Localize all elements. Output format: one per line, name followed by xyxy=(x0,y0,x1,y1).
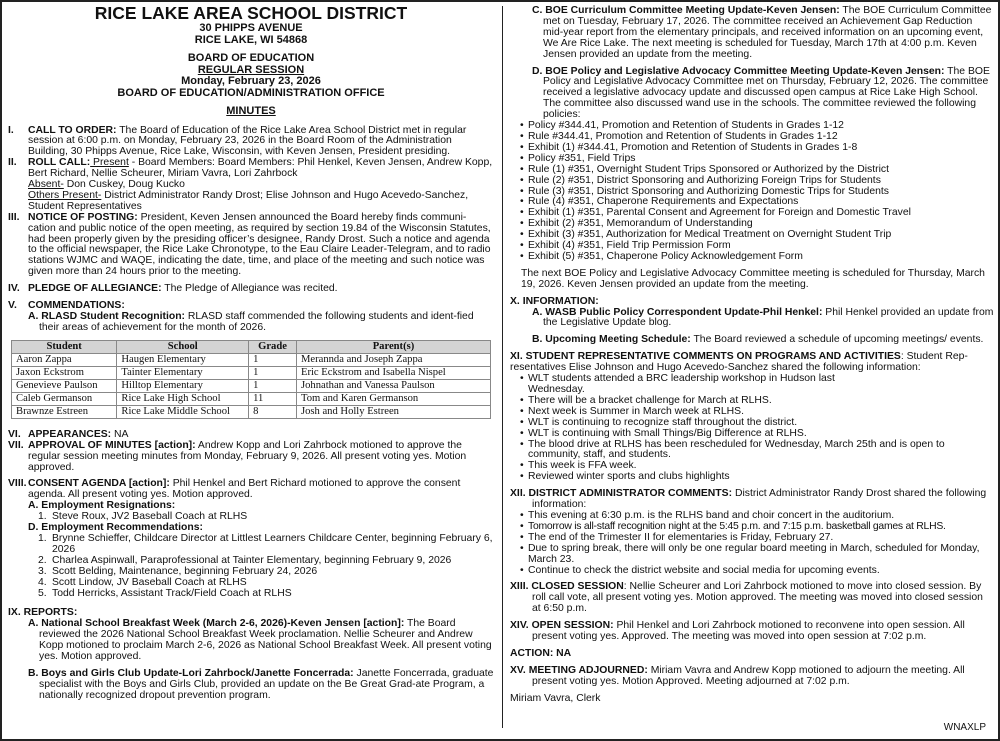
list-item: • Tomorrow is all-staff recognition night at the 5:45 p.m. and 7:15 p.m. basketball games at RLHS. xyxy=(520,522,994,533)
section-title: NOTICE OF POSTING: xyxy=(28,211,138,223)
table-row: Brawnze Estreen Rice Lake Middle School 8 Josh and Holly Estreen xyxy=(12,405,491,418)
document-header xyxy=(8,4,494,118)
list-item: • Rule (2) #351, District Sponsoring and Authorizing Foreign Trips for Students xyxy=(520,176,994,187)
right-column xyxy=(510,2,994,705)
section-information: X. INFORMATION: A. WASB Public Policy Correspondent Update-Phil Henkel: Phil Henkel provided an update from the Legislative Update blog. B. Upcoming Meeting Schedule: The Board reviewed a schedule of upcoming meetings/ events. xyxy=(510,295,994,346)
section-title: STUDENT REPRESENTATIVE COMMENTS ON PROGRAMS AND ACTIVITIES xyxy=(525,351,901,363)
list-item: • The end of the Trimester II for elementaries is Friday, February 27. xyxy=(520,533,994,544)
list-item: • Exhibit (2) #351, Memorandum of Understanding xyxy=(520,219,994,230)
column-header: School xyxy=(117,340,249,353)
column-header: Student xyxy=(12,340,117,353)
list-item: 4. Scott Lindow, JV Baseball Coach at RLHS xyxy=(38,576,247,588)
list-item: • Rule #344.41, Promotion and Retention of Students in Grades 1-12 xyxy=(520,132,994,143)
list-item: 2. Charlea Aspinwall, Paraprofessional at Tainter Elementary, beginning February 9, 2026 xyxy=(38,554,452,566)
section-open-session: XIV. OPEN SESSION: Phil Henkel and Lori Zahrbock motioned to reconvene into open session. All present voting yes. Approved. The meeting was moved into open session at 7:02 p.m. xyxy=(510,620,965,643)
list-item: 1. Steve Roux, JV2 Baseball Coach at RLHS xyxy=(38,511,248,523)
section-title: COMMENDATIONS: xyxy=(28,300,125,312)
section-closed-session: XIII. CLOSED SESSION: Nellie Scheurer and Lori Zahrbock motioned to move into closed session. By roll call vote, all present voting yes. Motion approved. The meeting was moved into closed session at 6:50 p.m. xyxy=(510,581,983,615)
table-header-row xyxy=(12,340,491,353)
city-address: RICE LAKE, WI 54868 xyxy=(194,33,308,46)
section-title: INFORMATION: xyxy=(522,295,599,307)
list-item: • Policy #351, Field Trips xyxy=(520,154,994,165)
list-item: • Continue to check the district website and social media for upcoming events. xyxy=(520,566,994,577)
section-commendations: V. COMMENDATIONS: A. RLASD Student Recognition: RLASD staff commended the following students and ident-fied their areas of achievement for the month of 2026. xyxy=(8,300,474,333)
street-address: 30 PHIPPS AVENUE xyxy=(199,22,303,34)
list-item: • This evening at 6:30 p.m. is the RLHS band and choir concert in the auditorium. xyxy=(520,511,994,522)
section-title: CLOSED SESSION xyxy=(531,581,624,593)
section-pledge: IV. PLEDGE OF ALLEGIANCE: The Pledge of Allegiance was recited. xyxy=(8,283,338,295)
column-header: Parent(s) xyxy=(296,340,490,353)
board-title: BOARD OF EDUCATION xyxy=(187,52,315,64)
list-item: 1. Brynne Schieffer, Childcare Director at Littlest Learners Childcare Center, beginning February 6, 2026 xyxy=(38,532,493,555)
section-title: CALL TO ORDER: xyxy=(28,124,117,136)
column-header: Grade xyxy=(249,340,297,353)
list-item: • Reviewed winter sports and clubs highlights xyxy=(520,472,994,483)
section-title: ROLL CALL xyxy=(28,157,87,169)
list-item: • Exhibit (4) #351, Field Trip Permission Form xyxy=(520,241,994,252)
list-item: • WLT is continuing with Small Things/Big Difference at RLHS. xyxy=(520,429,994,440)
section-consent-agenda: VIII. CONSENT AGENDA [action]: Phil Henkel and Bert Richard motioned to approve the consent agenda. All present voting yes. Motion approved. A. Employment Resignations: 1. Steve Roux, JV2 Baseball Coach at RLHS D. Employment Recommendations: 1. Brynne Schieffer, Childcare Director at Littlest Learners Childcare Center, beginning February 6, 2026 2. Charlea Aspinwall, Paraprofessional at Tainter Elementary, beginning February 9, 2026 3. Scott Belding, Maintenance, beginning February 24, 2026 4. Scott Lindow, JV Baseball Coach at RLHS 5. Todd Herricks, Assistant Track/Field Coach at RLHS xyxy=(8,478,493,599)
section-title: REPORTS: xyxy=(23,607,78,619)
section-title: APPEARANCES: xyxy=(28,428,112,440)
report-policy-committee: D. BOE Policy and Legislative Advocacy Committee Meeting Update-Keven Jensen: The BOE Policy and Legislative Advocacy Committee met on Thursday, February 12, 2026. The committee received a legislative advocacy update and discussed open campus at Rice Lake High School. The committee also discussed wand use in the schools. The committee reviewed the following policies: xyxy=(532,65,990,121)
list-item: 5. Todd Herricks, Assistant Track/Field Coach at RLHS xyxy=(38,587,292,599)
section-appearances: VI. APPEARANCES: NA xyxy=(8,428,129,440)
minutes-title: MINUTES xyxy=(226,105,276,117)
list-item: • This week is FFA week. xyxy=(520,461,994,472)
section-title: DISTRICT ADMINISTRATOR COMMENTS: xyxy=(528,488,733,500)
section-title: MEETING ADJOURNED: xyxy=(528,664,648,676)
section-notice-of-posting: III. NOTICE OF POSTING: President, Keven Jensen announced the Board hereby finds communi-cation and public notice of the open meeting, as required by section 19.84 of the Wisconsin Statutes, had been properly given by the presiding officer’s designee, Randy Drost. Such a notice and agenda to the official newspaper, the Rice Lake Chronotype, to the Eau Claire Leader-Telegram, and to radio stations WJMC and WAQE, indicating the date, time, and place of the meeting and such notice was given more than 24 hours prior to the meeting. xyxy=(8,211,491,278)
list-item: • Exhibit (1) #344.41, Promotion and Retention of Students in Grades 1-8 xyxy=(520,143,994,154)
clerk-signature: Miriam Vavra, Clerk xyxy=(510,692,601,704)
list-item: • Rule (1) #351, Overnight Student Trips Sponsored or Authorized by the District xyxy=(520,165,994,176)
student-recognition-table xyxy=(11,340,491,419)
action-line: ACTION: NA xyxy=(510,647,572,659)
table-row: Caleb Germanson Rice Lake High School 11 Tom and Karen Germanson xyxy=(12,392,491,405)
list-item: • WLT is continuing to recognize staff throughout the district. xyxy=(520,418,994,429)
section-administrator-comments: XII. DISTRICT ADMINISTRATOR COMMENTS: District Administrator Randy Drost shared the following information: xyxy=(510,488,987,511)
report-curriculum-committee: C. BOE Curriculum Committee Meeting Update-Keven Jensen: The BOE Curriculum Committee met on Tuesday, February 17, 2026. The committee received an Achievement Gap Reduction mid-year report from the elementary principals, and received information on an upcoming event, We Are Rice Lake. The next meeting is scheduled for Tuesday, March 17th at 4:00 p.m. Keven Jensen provided an update from the meeting. xyxy=(532,5,992,60)
list-item: • Exhibit (5) #351, Chaperone Policy Acknowledgement Form xyxy=(520,252,994,263)
section-title: PLEDGE OF ALLEGIANCE: xyxy=(28,283,162,295)
list-item: • Rule (3) #351, District Sponsoring and Authorizing Domestic Trips for Students xyxy=(520,187,994,198)
section-student-comments: XI. STUDENT REPRESENTATIVE COMMENTS ON PROGRAMS AND ACTIVITIES: Student Rep-resentatives Elise Johnson and Hugo Acevedo-Sanchez shared the following information: • WLT students attended a BRC leadership workshop in Hudson last Wednesday. • There will be a bracket challenge for March at RLHS. • Next week is Summer in March week at RLHS. • WLT is continuing to recognize staff throughout the district. • WLT is continuing with Small Things/Big Difference at RLHS. • The blood drive at RLHS has been rescheduled for Wednesday, March 25th and is open to community, staff, and students. • This week is FFA week. • Reviewed winter sports and clubs highlights xyxy=(510,352,994,483)
section-approval-of-minutes: VII. APPROVAL OF MINUTES [action]: Andrew Kopp and Lori Zahrbock motioned to approve the regular session meeting minutes from Monday, February 9, 2026. All present voting yes. Motion approved. xyxy=(8,439,467,473)
list-item: • Rule (4) #351, Chaperone Requirements and Expectations xyxy=(520,197,994,208)
section-title: CONSENT AGENDA [action]: xyxy=(28,478,170,490)
list-item: • Exhibit (1) #351, Parental Consent and Agreement for Foreign and Domestic Travel xyxy=(520,208,994,219)
session-title: REGULAR SESSION xyxy=(197,63,305,76)
section-meeting-adjourned: XV. MEETING ADJOURNED: Miriam Vavra and Andrew Kopp motioned to adjourn the meeting. All present voting yes. Motion Approved. Meeting adjourned at 7:02 p.m. xyxy=(510,664,965,687)
left-column xyxy=(8,2,494,702)
footer-code: WNAXLP xyxy=(943,722,986,733)
section-reports: IX. REPORTS: A. National School Breakfast Week (March 2-6, 2026)-Keven Jensen [action]: The Board reviewed the 2026 National School Breakfast Week proclamation. Nellie Scheurer and Andrew Kopp motioned to proclaim March 2-6, 2026 as National School Breakfast Week. All present voting yes. Motion approved. B. Boys and Girls Club Update-Lori Zahrbock/Janette Foncerrada: Janette Foncerrada, graduate specialist with the Boys and Girls Club, provided an update on the Be Great Grad-ate Program, a nationally recognized dropout prevention program. xyxy=(8,607,494,701)
section-call-to-order: I. CALL TO ORDER: The Board of Education of the Rice Lake Area School District met in regular session at 6:00 p.m. on Monday, February 23, 2026 in the Board Room of the Administration Building, 30 Phipps Avenue, Rice Lake, Wisconsin, with Keven Jensen, President presiding. xyxy=(8,124,467,158)
list-item: • Policy #344.41, Promotion and Retention of Students in Grades 1-12 xyxy=(520,121,994,132)
policy-next-meeting: The next BOE Policy and Legislative Advocacy Committee meeting is scheduled for Thursday, March 19, 2026. Keven Jensen provided an update from the meeting. xyxy=(521,267,985,290)
district-name: RICE LAKE AREA SCHOOL DISTRICT xyxy=(94,3,408,23)
meeting-location: BOARD OF EDUCATION/ADMINISTRATION OFFICE xyxy=(117,86,385,99)
list-item: • The blood drive at RLHS has been rescheduled for Wednesday, March 25th and is open to community, staff, and students. xyxy=(520,440,994,462)
table-row: Jaxon Eckstrom Tainter Elementary 1 Eric Eckstrom and Isabella Nispel xyxy=(12,366,491,379)
list-item: • Next week is Summer in March week at RLHS. xyxy=(520,407,994,418)
table-row: Aaron Zappa Haugen Elementary 1 Merannda and Joseph Zappa xyxy=(12,353,491,366)
section-title: OPEN SESSION: xyxy=(531,620,614,632)
list-item: 3. Scott Belding, Maintenance, beginning February 24, 2026 xyxy=(38,565,318,577)
meeting-date: Monday, February 23, 2026 xyxy=(181,75,321,87)
section-roll-call: II. ROLL CALL: Present - Board Members: Board Members: Phil Henkel, Keven Jensen, Andrew Kopp, Bert Richard, Nellie Scheurer, Miriam Vavra, Lori Zahrbock Absent- Don Cuskey, Doug Kucko Others Present- District Administrator Randy Drost; Elise Johnson and Hugo Acevedo-Sanchez, Student Representatives xyxy=(8,157,493,212)
list-item: • Exhibit (3) #351, Authorization for Medical Treatment on Overnight Student Trip xyxy=(520,230,994,241)
list-item: • WLT students attended a BRC leadership workshop in Hudson last Wednesday. xyxy=(520,374,858,396)
policy-list xyxy=(510,121,994,263)
section-title: APPROVAL OF MINUTES [action]: xyxy=(28,439,196,451)
column-divider xyxy=(502,6,503,728)
list-item: • Due to spring break, there will only be one regular board meeting in March, scheduled for Monday, March 23. xyxy=(520,544,994,566)
table-row: Genevieve Paulson Hilltop Elementary 1 Johnathan and Vanessa Paulson xyxy=(12,379,491,392)
list-item: • There will be a bracket challenge for March at RLHS. xyxy=(520,396,994,407)
